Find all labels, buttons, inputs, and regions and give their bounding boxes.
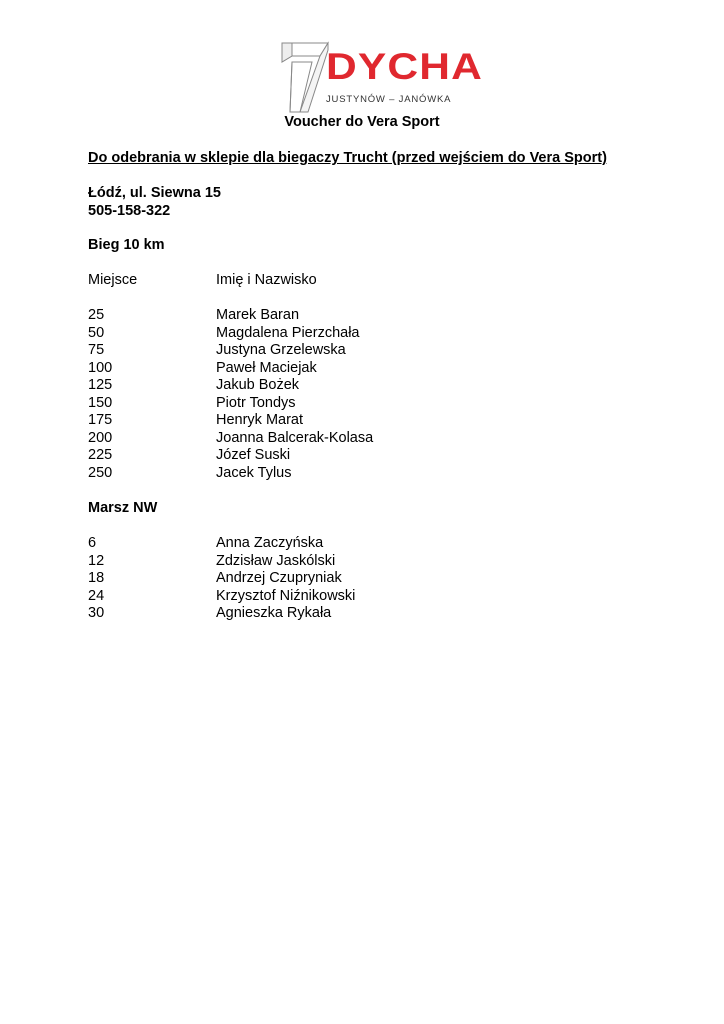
place-cell: 175 <box>88 412 113 428</box>
place-cell: 18 <box>88 570 105 586</box>
table-row <box>88 395 373 413</box>
document-title: Voucher do Vera Sport <box>284 114 440 130</box>
logo-subtitle: JUSTYNÓW – JANÓWKA <box>326 94 452 105</box>
table-header-row <box>88 272 317 290</box>
table-row <box>88 553 355 571</box>
name-cell: Henryk Marat <box>216 412 304 428</box>
place-cell: 200 <box>88 429 113 446</box>
name-cell: Piotr Tondys <box>216 394 296 411</box>
place-cell: 30 <box>88 605 105 621</box>
place-cell: 6 <box>88 535 97 551</box>
name-cell: Anna Zaczyńska <box>216 535 324 551</box>
place-cell: 225 <box>88 447 113 463</box>
shop-address: Łódź, ul. Siewna 15 <box>88 185 221 201</box>
name-cell: Magdalena Pierzchała <box>216 324 360 341</box>
section-title-marsz: Marsz NW <box>88 500 158 516</box>
table-row <box>88 325 373 343</box>
table-row <box>88 412 373 430</box>
name-cell: Marek Baran <box>216 307 300 323</box>
name-cell: Krzysztof Niźnikowski <box>216 587 356 604</box>
header-place: Miejsce <box>88 272 138 288</box>
name-cell: Agnieszka Rykała <box>216 605 332 621</box>
table-row <box>88 342 373 360</box>
table-row <box>88 377 373 395</box>
results-bieg <box>88 307 373 482</box>
name-cell: Joanna Balcerak-Kolasa <box>216 429 374 446</box>
place-cell: 125 <box>88 377 113 393</box>
place-cell: 24 <box>88 587 105 604</box>
table-row <box>88 447 373 465</box>
name-cell: Zdzisław Jaskólski <box>216 552 336 569</box>
table-row <box>88 360 373 378</box>
section-title-bieg: Bieg 10 km <box>88 237 165 253</box>
name-cell: Justyna Grzelewska <box>216 342 346 358</box>
place-cell: 100 <box>88 359 113 376</box>
place-cell: 12 <box>88 552 105 569</box>
name-cell: Jacek Tylus <box>216 464 292 481</box>
logo-wordmark: DYCHA <box>326 46 484 87</box>
table-header <box>88 272 317 290</box>
table-row <box>88 605 355 623</box>
header-name: Imię i Nazwisko <box>216 272 317 288</box>
shop-phone: 505-158-322 <box>88 202 171 219</box>
table-row <box>88 570 355 588</box>
table-row <box>88 535 355 553</box>
table-row <box>88 307 373 325</box>
place-cell: 50 <box>88 324 105 341</box>
name-cell: Jakub Bożek <box>216 377 300 393</box>
place-cell: 250 <box>88 464 113 481</box>
place-cell: 150 <box>88 394 113 411</box>
event-logo <box>278 40 484 116</box>
name-cell: Paweł Maciejak <box>216 359 317 376</box>
name-cell: Andrzej Czupryniak <box>216 570 342 586</box>
table-row <box>88 465 373 483</box>
results-marsz <box>88 535 355 623</box>
pickup-note: Do odebrania w sklepie dla biegaczy Trucht (przed wejściem do Vera Sport) <box>88 150 607 166</box>
name-cell: Józef Suski <box>216 447 291 463</box>
table-row <box>88 430 373 448</box>
place-cell: 75 <box>88 342 105 358</box>
place-cell: 25 <box>88 307 105 323</box>
table-row <box>88 588 355 606</box>
